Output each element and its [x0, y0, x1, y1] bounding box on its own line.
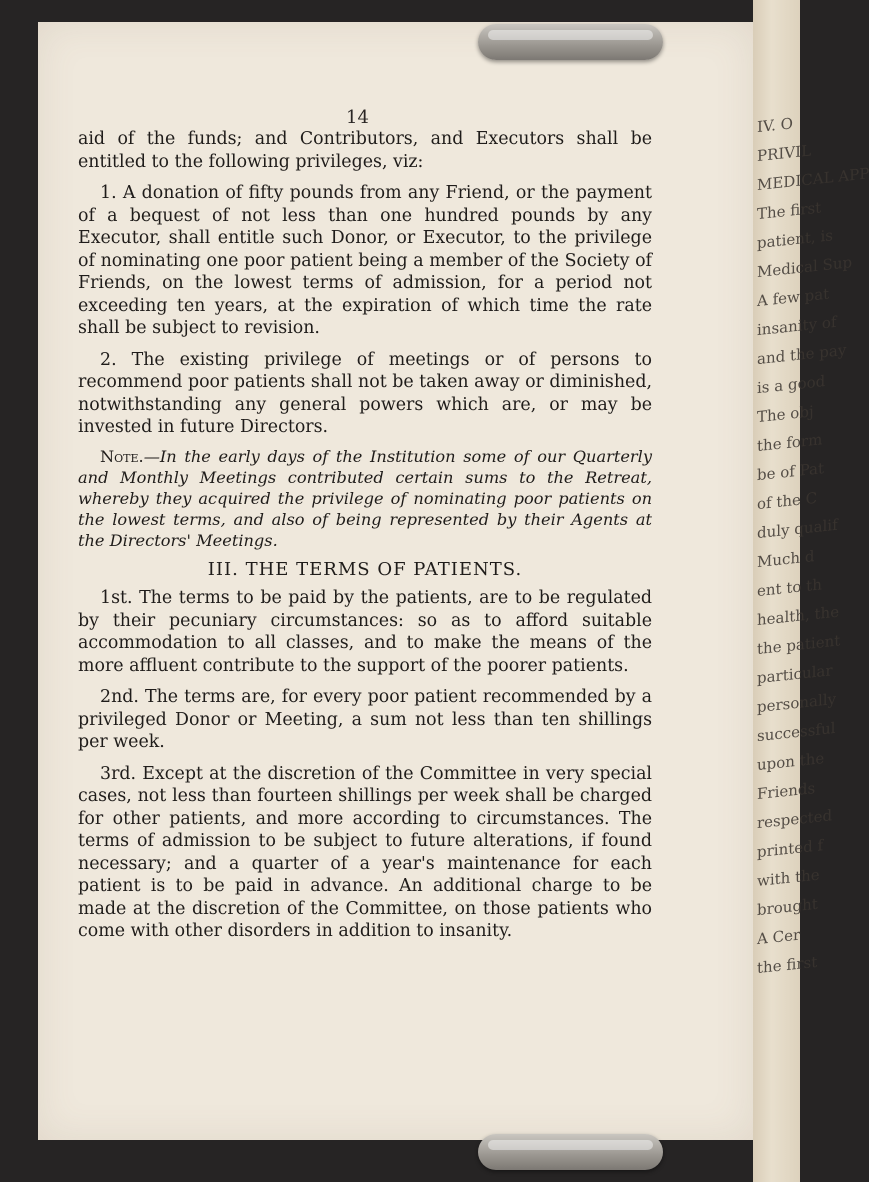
- adjacent-page-text: IV. O PRIVIL MEDICAL APP The first patient, is Medical Sup A few pat insanity of and the pay is a good The obj the form be of Pat of the C duly qualif Much d ent to th health, the the patient particular personally successful upon the Friends respected printed f with the brought A Cer the first: [757, 114, 869, 978]
- note-body: —In the early days of the Institution some of our Quarterly and Monthly Meetings contributed certain sums to the Retreat, whereby they acquired the privilege of nominating poor patients on the lowest terms, and also of being represented by their Agents at the Directors' Meetings.: [78, 446, 652, 550]
- adjacent-page-edge: [753, 0, 869, 1182]
- privilege-paragraph-2: 2. The existing privilege of meetings or of persons to recommend poor patients shall not be taken away or diminished, notwithstanding any general powers which are, or may be invested in future Directors.: [78, 349, 652, 437]
- top-page-clip: [478, 24, 663, 60]
- bottom-page-clip: [478, 1134, 663, 1170]
- privilege-paragraph-1: 1. A donation of fifty pounds from any Friend, or the payment of a bequest of not less than one hundred pounds by any Executor, shall entitle such Donor, or Executor, to the privilege of nominating one poor patient being a member of the Society of Friends, on the lowest terms of admission, for a period not exceeding ten years, at the expiration of which time the rate shall be subject to revision.: [78, 183, 652, 338]
- terms-paragraph-3rd: 3rd. Except at the discretion of the Committee in very special cases, not less than fourteen shillings per week shall be charged for other patients, and more according to circumstances. The terms of admission to be subject to future alterations, if found necessary; and a quarter of a year's maintenance for each patient is to be paid in advance. An additional charge to be made at the discretion of the Committee, on those patients who come with other disorders in addition to insanity.: [78, 763, 652, 941]
- page-number: 14: [346, 107, 369, 128]
- note-paragraph: [78, 446, 652, 551]
- section-heading: III. THE TERMS OF PATIENTS.: [207, 558, 523, 580]
- terms-paragraph-1st: 1st. The terms to be paid by the patients, are to be regulated by their pecuniary circumstances: so as to afford suitable accommodation to all classes, and to make the means of the more affluent contribute to the support of the poorer patients.: [78, 588, 652, 676]
- note-label: Note.: [100, 446, 144, 466]
- intro-paragraph: aid of the funds; and Contributors, and Executors shall be entitled to the following privileges, viz:: [78, 129, 652, 172]
- page-body: [78, 128, 652, 943]
- terms-paragraph-2nd: 2nd. The terms are, for every poor patient recommended by a privileged Donor or Meeting, a sum not less than ten shillings per week.: [78, 687, 652, 752]
